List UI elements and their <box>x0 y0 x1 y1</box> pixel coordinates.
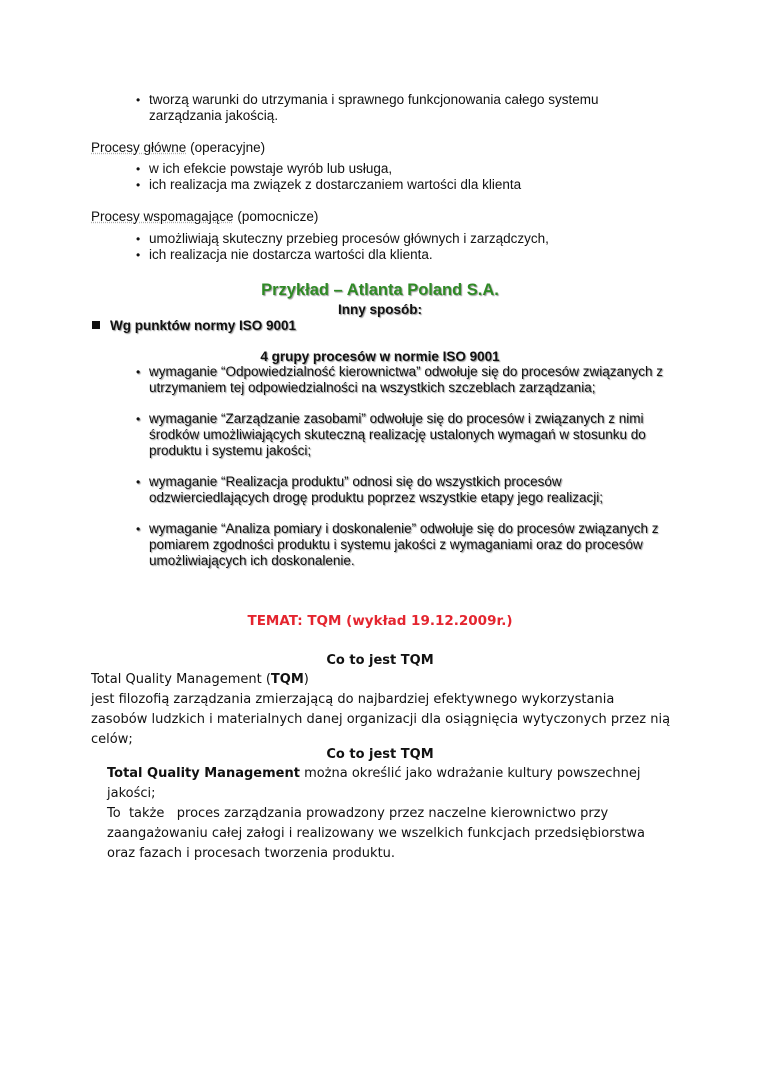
tqm-prefix: Total Quality Management ( <box>91 672 271 687</box>
list-item: • w ich efekcie powstaje wyrób lub usługa, <box>136 161 656 177</box>
support-processes-note: (pomocnicze) <box>237 209 319 224</box>
list-item: • wymaganie “Realizacja produktu” odnosi się do wszystkich procesów odzwierciedlających drogę produktu poprzez wszystkie etapy jego realizacji; <box>136 474 676 506</box>
norm-heading-text: Wg punktów normy ISO 9001 <box>110 318 297 333</box>
tqm-line-2 <box>107 764 672 804</box>
list-item: • ich realizacja ma związek z dostarczaniem wartości dla klienta <box>136 177 656 193</box>
list-item: • wymaganie “Analiza pomiary i doskonalenie” odwołuje się do procesów związanych z pomiarem zgodności produktu i systemu jakości z wymaganiami oraz do procesów umożliwiających ich doskonalenie. <box>136 521 676 569</box>
list-item: • umożliwiają skuteczny przebieg procesów głównych i zarządczych, <box>136 231 656 247</box>
tqm-heading-1: Co to jest TQM <box>326 653 434 668</box>
main-processes-heading <box>91 140 265 156</box>
tqm-definition-1 <box>91 670 671 750</box>
iso-groups-list <box>136 364 676 569</box>
main-processes-title: Procesy główne <box>91 140 187 155</box>
main-processes-list <box>136 161 656 193</box>
intro-list <box>136 92 636 124</box>
topic-label: TEMAT: TQM (wykład 19.12.2009r.) <box>247 613 513 629</box>
main-processes-note: (operacyjne) <box>190 140 266 155</box>
example-subtitle: Inny sposób: <box>338 302 422 317</box>
tqm-acronym: TQM <box>270 672 304 687</box>
list-item: • wymaganie “Odpowiedzialność kierownictwa” odwołuje się do procesów związanych z utrzymaniem tej odpowiedzialności na wszystkich szczeblach zarządzania; <box>136 364 676 396</box>
list-item: • ich realizacja nie dostarcza wartości dla klienta. <box>136 247 656 263</box>
square-bullet-icon <box>92 321 100 329</box>
example-title: Przykład – Atlanta Poland S.A. <box>261 281 499 299</box>
tqm-suffix: ) <box>303 672 309 687</box>
tqm-line-1 <box>91 670 671 690</box>
list-item: • wymaganie “Zarządzanie zasobami” odwołuje się do procesów i związanych z nimi środków umożliwiających skuteczną realizację ustalonych wymagań w stosunku do produktu i systemu jakości; <box>136 411 676 459</box>
support-processes-list <box>136 231 656 263</box>
tqm-text-2: To także proces zarządzania prowadzony przez naczelne kierownictwo przy zaangażowaniu całej załogi i realizowany we wszelkich funkcjach przedsiębiorstwa oraz fazach i procesach tworzenia produktu. <box>107 806 650 861</box>
list-item: • tworzą warunki do utrzymania i sprawnego funkcjonowania całego systemu zarządzania jakością. <box>136 92 636 124</box>
tqm-text-1: jest filozofią zarządzania zmierzającą do najbardziej efektywnego wykorzystania zasobów ludzkich i materialnych danej organizacji dla osiągnięcia wytyczonych przez nią celów; <box>91 692 671 747</box>
tqm-bold-lead: Total Quality Management <box>107 766 300 781</box>
norm-heading <box>92 318 296 334</box>
tqm-line-rest: można określić jako wdrażanie kultury powszechnej jakości; <box>107 766 641 801</box>
groups-heading: 4 grupy procesów w normie ISO 9001 <box>260 349 500 364</box>
support-processes-title: Procesy wspomagające <box>91 209 234 224</box>
support-processes-heading <box>91 209 318 225</box>
tqm-heading-2: Co to jest TQM <box>326 747 434 762</box>
tqm-definition-2 <box>107 764 672 864</box>
